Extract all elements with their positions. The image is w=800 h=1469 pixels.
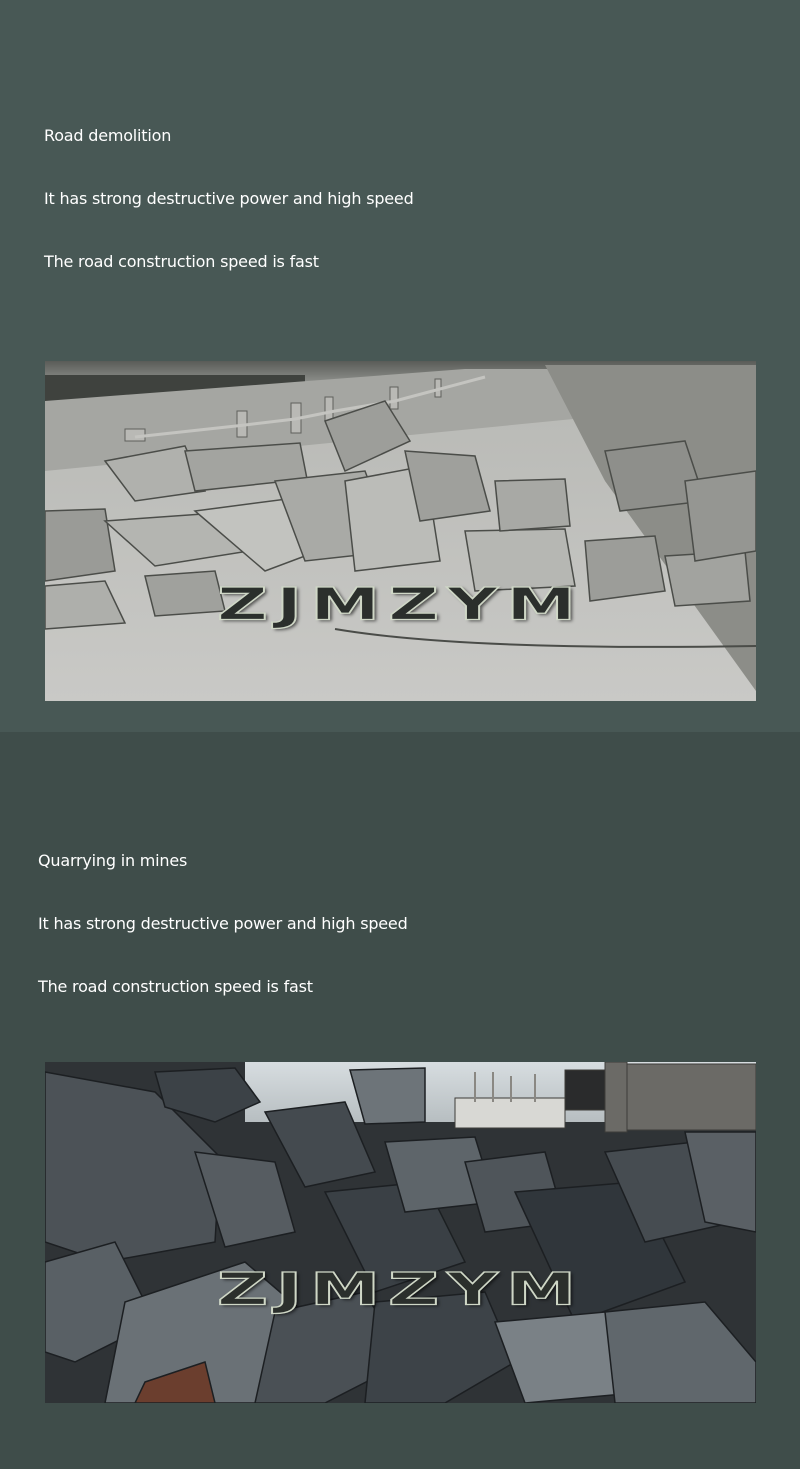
mine-quarrying-text: [38, 849, 408, 1038]
section-heading: Road demolition: [44, 126, 172, 145]
watermark: ZJMZYM: [216, 1264, 585, 1316]
feature-line: The road construction speed is fast: [38, 977, 313, 996]
watermark: ZJMZYM: [216, 579, 585, 631]
section-heading: Quarrying in mines: [38, 851, 188, 870]
road-demolition-section: [0, 0, 800, 732]
feature-line: It has strong destructive power and high speed: [38, 914, 408, 933]
feature-line: It has strong destructive power and high speed: [44, 189, 414, 208]
road-demolition-illustration: [45, 361, 756, 701]
feature-line: The road construction speed is fast: [44, 252, 319, 271]
road-demolition-photo: [45, 361, 756, 701]
mine-quarrying-section: [0, 732, 800, 1469]
mine-quarry-photo: [45, 1062, 756, 1403]
mine-quarry-illustration: [45, 1062, 756, 1403]
road-demolition-text: [44, 124, 414, 313]
